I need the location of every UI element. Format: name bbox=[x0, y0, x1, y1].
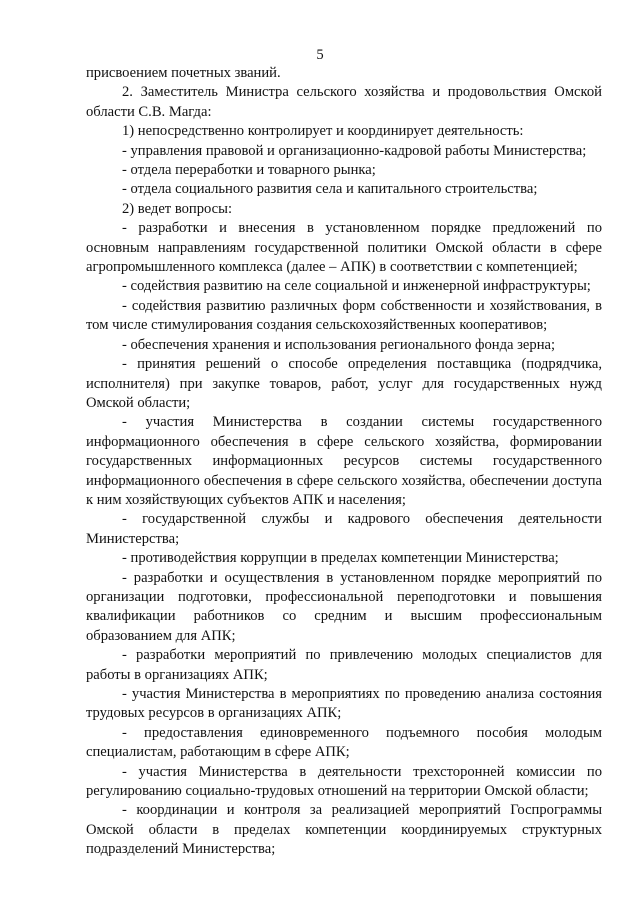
list-item: - противодействия коррупции в пределах компетенции Министерства; bbox=[122, 550, 559, 567]
list-item: - участия Министерства в деятельности трехсторонней комиссии по регулированию социально-трудовых отношений на территории Омской области; bbox=[86, 763, 602, 800]
paragraph-deputy-minister: 2. Заместитель Министра сельского хозяйства и продовольствия Омской области С.В. Магда: bbox=[86, 84, 602, 120]
list-item: - участия Министерства в мероприятиях по проведению анализа состояния трудовых ресурсов в организациях АПК; bbox=[86, 686, 602, 722]
list-item: - содействия развитию на селе социальной и инженерной инфраструктуры; bbox=[122, 278, 591, 295]
list-item: - управления правовой и организационно-кадровой работы Министерства; bbox=[122, 142, 587, 159]
document-body bbox=[86, 64, 602, 860]
list-item: - предоставления единовременного подъемного пособия молодым специалистам, работающим в сфере АПК; bbox=[86, 724, 602, 761]
page-number: 5 bbox=[316, 47, 324, 63]
paragraph-item-2-heading: 2) ведет вопросы: bbox=[122, 200, 233, 217]
list-item: - разработки и осуществления в установленном порядке мероприятий по организации подготовки, профессиональной переподготовки и повышения квалификации работников со средним и высшим профессиональным образованием для АПК; bbox=[86, 569, 602, 644]
list-item: - разработки мероприятий по привлечению молодых специалистов для работы в организациях АПК; bbox=[86, 647, 602, 683]
list-item: - отдела социального развития села и капитального строительства; bbox=[122, 181, 538, 198]
list-item: - участия Министерства в создании системы государственного информационного обеспечения в сфере сельского хозяйства, формировании государственных информационных ресурсов системы государственного информационного обеспечения в сфере сельского хозяйства, обеспечении доступа к ним хозяйствующих субъектов АПК и населения; bbox=[86, 414, 602, 508]
list-item: - разработки и внесения в установленном порядке предложений по основным направлениям государственной политики Омской области в сфере агропромышленного комплекса (далее – АПК) в соответствии с компетенцией; bbox=[86, 220, 602, 276]
paragraph-item-1-heading: 1) непосредственно контролирует и координирует деятельность: bbox=[122, 123, 524, 140]
list-item: - обеспечения хранения и использования регионального фонда зерна; bbox=[122, 336, 556, 353]
list-item: - координации и контроля за реализацией мероприятий Госпрограммы Омской области в пределах компетенции координируемых структурных подразделений Министерства; bbox=[86, 802, 602, 858]
list-item: - государственной службы и кадрового обеспечения деятельности Министерства; bbox=[86, 511, 602, 547]
list-item: - отдела переработки и товарного рынка; bbox=[122, 162, 376, 179]
paragraph-continuation: присвоением почетных званий. bbox=[86, 65, 281, 81]
list-item: - принятия решений о способе определения поставщика (подрядчика, исполнителя) при закупке товаров, работ, услуг для государственных нужд Омской области; bbox=[86, 356, 602, 411]
list-item: - содействия развитию различных форм собственности и хозяйствования, в том числе стимулирования создания сельскохозяйственных кооперативов; bbox=[86, 297, 602, 334]
